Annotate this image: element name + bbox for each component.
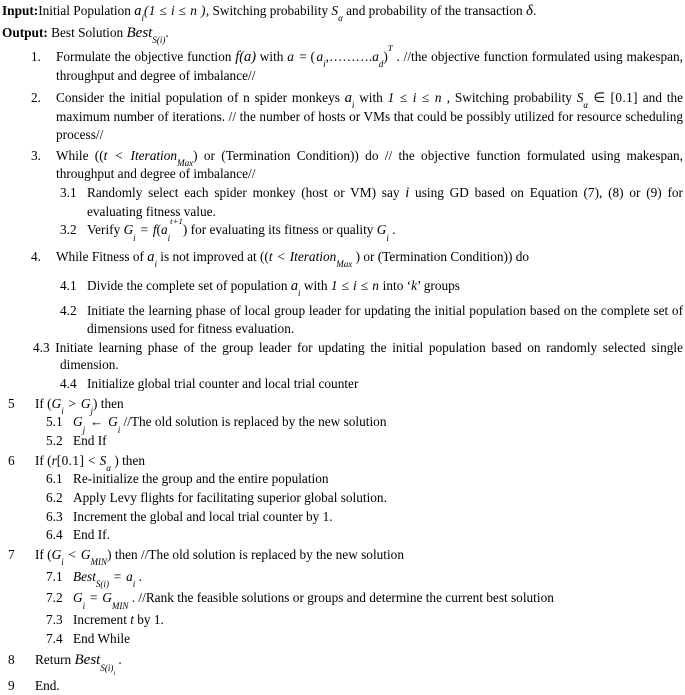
step-5-1-sub-j: j — [82, 424, 86, 435]
step-2-sub-i: i — [351, 99, 355, 110]
step-5 — [0, 395, 685, 416]
step-1-eq-dots: ,………. — [325, 48, 373, 64]
input-text-1: Initial Population — [38, 3, 135, 18]
step-7-2-number: 7.2 — [46, 590, 63, 606]
step-7-2 — [0, 589, 685, 611]
step-1-text-2: with — [255, 48, 288, 64]
step-5-number: 5 — [8, 395, 15, 411]
input-range: (1 ≤ i ≤ n ) — [143, 3, 206, 18]
step-6-2-body: Apply Levy flights for facilitating superior global solution. — [73, 490, 387, 506]
step-3-2-a-sup: t+1 — [170, 216, 183, 227]
step-7-lt: < — [65, 547, 80, 563]
step-6-text-1: If ( — [35, 452, 52, 468]
step-2-text-1: Consider the initial population of n spider monkeys — [56, 89, 345, 105]
step-4-4-body: Initialize global trial counter and local trial counter — [87, 376, 359, 392]
step-3-1-body — [87, 184, 685, 221]
step-1-text-1: Formulate the objective function — [56, 48, 236, 64]
step-7-1-sub-i: i — [132, 578, 136, 589]
step-5-2 — [0, 432, 685, 450]
step-5-body — [35, 395, 685, 416]
step-4-lt: < — [274, 249, 289, 265]
step-4-body — [56, 248, 685, 270]
step-7-number: 7 — [8, 547, 15, 563]
step-4-1-sub-i: i — [298, 288, 301, 299]
step-8-period: . — [115, 652, 122, 668]
step-1-text-3: . //the objective function formulated using makespan, throughput and degree of imbalance// — [56, 48, 684, 84]
output-var-best: Best — [126, 24, 153, 41]
step-7-2-var-G2: G — [102, 590, 112, 606]
step-4-iteration: Iteration — [289, 249, 337, 265]
step-7-2-body — [73, 589, 685, 611]
step-3-var-t: t — [103, 148, 108, 164]
step-7-var-G1: G — [51, 547, 62, 563]
step-6-1 — [0, 470, 685, 488]
step-2 — [0, 89, 685, 144]
step-1-eq-sub-d: d — [378, 59, 384, 70]
step-2-sub-alpha: α — [583, 99, 589, 110]
step-3-iteration-sub: Max — [177, 158, 194, 169]
step-7-4-body: End While — [73, 630, 130, 646]
step-3-2-text-2: for evaluating its fitness or quality — [187, 222, 377, 238]
step-3-1-number: 3.1 — [60, 184, 77, 200]
assignment-arrow-icon: ← — [86, 414, 107, 430]
step-3-iteration: Iteration — [130, 148, 178, 164]
step-8-number: 8 — [8, 652, 15, 668]
step-6-1-number: 6.1 — [46, 471, 63, 487]
step-7-sub-min: MIN — [90, 557, 108, 568]
step-8-text-1: Return — [35, 652, 75, 668]
step-1-func-f: f — [235, 48, 240, 65]
step-6-4-body: End If. — [73, 527, 110, 543]
step-3-2-close: ) — [182, 222, 188, 238]
step-6-3-number: 6.3 — [46, 508, 63, 524]
step-5-1-sub-i: i — [117, 424, 121, 435]
step-6-1-body: Re-initialize the group and the entire population — [73, 471, 329, 487]
output-label: Output: — [2, 24, 48, 40]
step-2-body — [56, 89, 685, 144]
step-4-1-var-k: k — [411, 278, 418, 294]
step-4-1-body — [87, 277, 685, 299]
step-4-4-number: 4.4 — [60, 376, 77, 392]
step-5-2-number: 5.2 — [46, 433, 63, 449]
step-9 — [0, 677, 685, 695]
step-3-1-text-1: Randomly select each spider monkey (host or VM) say — [87, 184, 406, 200]
step-6-4-number: 6.4 — [46, 527, 63, 543]
step-7-1-number: 7.1 — [46, 568, 63, 584]
step-5-text-2: ) then — [93, 395, 124, 411]
step-4-1-var-a: a — [290, 278, 299, 295]
step-5-sub-j: j — [90, 405, 94, 416]
step-2-number: 2. — [31, 89, 41, 105]
step-4-1-text-4: ’ groups — [417, 278, 460, 294]
step-7-4 — [0, 630, 685, 648]
step-3-text-2: ) or (Termination Condition)) do // the objective function formulated using makespan, throughput and degree of imbalance// — [56, 148, 684, 181]
output-line — [0, 24, 685, 44]
step-6-3 — [0, 508, 685, 526]
step-5-1-var-Gj: G — [73, 414, 83, 430]
step-7-1-period: . — [135, 568, 142, 584]
step-7-3-text-2: by 1. — [133, 612, 164, 628]
input-sub-alpha: α — [338, 13, 343, 24]
step-1-body — [56, 42, 685, 85]
step-4-1-text-2: with — [300, 278, 331, 294]
input-var-S: S — [331, 3, 339, 18]
step-3-1 — [0, 184, 685, 221]
step-7-2-comment: . //Rank the feasible solutions or groups and determine the current best solution — [128, 590, 554, 606]
step-4-var-t: t — [268, 249, 273, 265]
step-4-number: 4. — [31, 249, 41, 265]
input-period: . — [532, 3, 537, 18]
step-5-gt: > — [65, 395, 80, 411]
step-5-text-1: If ( — [35, 395, 52, 411]
step-1-func-arg: (a) — [239, 48, 256, 65]
step-4-1-text-1: Divide the complete set of population — [87, 278, 291, 294]
step-5-1-var-Gi: G — [108, 414, 118, 430]
step-5-sub-i: i — [61, 405, 64, 416]
step-3-lt: < — [108, 148, 130, 164]
step-3-1-var-i: i — [405, 184, 410, 201]
step-7-2-sub-i: i — [82, 600, 86, 611]
step-5-1 — [0, 413, 685, 435]
step-7-1-best-sub: S(i) — [95, 578, 109, 589]
output-period: . — [165, 24, 169, 40]
step-7-2-equals: = — [86, 590, 101, 606]
step-6-4 — [0, 526, 685, 544]
step-7-3 — [0, 611, 685, 629]
step-1-eq-sub-i: i — [323, 59, 326, 70]
step-7-3-var-t: t — [130, 612, 134, 628]
step-7-text-2: ) then //The old solution is replaced by the new solution — [107, 547, 404, 563]
step-8-body — [35, 651, 685, 678]
step-1-eq-close: ) — [383, 48, 388, 64]
step-2-text-3: , Switching probability — [441, 89, 577, 105]
step-4-3-text: Initiate learning phase of the group leader for updating the initial population based on randomly selected single dimension. — [55, 339, 684, 373]
step-3-2-var-G2: G — [376, 222, 387, 238]
step-3-body — [56, 147, 685, 182]
step-4-1 — [0, 277, 685, 299]
step-6-var-S: S — [99, 452, 107, 468]
step-4-2 — [0, 302, 685, 337]
step-7-2-var-G1: G — [73, 590, 83, 606]
step-2-text-2: with — [354, 89, 388, 105]
step-5-1-body — [73, 413, 685, 435]
step-6-2 — [0, 489, 685, 507]
step-7-1-best: Best — [73, 568, 96, 584]
step-7-2-sub-min: MIN — [111, 600, 129, 611]
step-4-text-3: ) or (Termination Condition)) do — [352, 249, 530, 265]
step-3-2-open: ( — [156, 222, 161, 238]
input-label: Input: — [2, 3, 39, 18]
step-7-1-var-a: a — [126, 568, 133, 584]
step-3-2-text-3: . — [388, 222, 396, 238]
step-2-var-a: a — [344, 89, 352, 106]
step-4-sub-i: i — [154, 259, 157, 270]
step-7-var-G2: G — [80, 547, 91, 563]
step-3 — [0, 147, 685, 182]
step-6-sub-alpha: α — [106, 462, 112, 473]
step-8-best-sub-label: S(i) — [100, 662, 114, 673]
step-4-3-number-inline: 4.3 — [33, 339, 50, 355]
step-3-2-text-1: Verify — [87, 222, 124, 238]
input-sub-i: i — [141, 13, 144, 24]
step-3-text-1: While (( — [56, 148, 104, 164]
input-line — [0, 2, 685, 22]
step-7-3-text-1: Increment — [73, 612, 131, 628]
step-2-var-S: S — [576, 89, 584, 105]
input-text-2: , Switching probability — [205, 3, 332, 18]
step-5-1-number: 5.1 — [46, 414, 63, 430]
step-3-2-body — [87, 216, 685, 243]
step-4 — [0, 248, 685, 270]
step-7-1-body — [73, 568, 685, 589]
step-5-1-comment: //The old solution is replaced by the new solution — [120, 414, 387, 430]
step-3-1-text-2: using GD based on Equation (7), (8) or (9) for evaluating fitness value. — [87, 184, 683, 219]
step-1-number: 1. — [31, 48, 41, 64]
step-8 — [0, 651, 685, 678]
step-6-2-number: 6.2 — [46, 490, 63, 506]
input-var-a: a — [134, 3, 142, 19]
step-7-text-1: If ( — [35, 547, 52, 563]
step-4-3 — [0, 339, 685, 374]
step-5-2-body: End If — [73, 433, 107, 449]
step-6-body — [35, 452, 685, 473]
input-text-3: and probability of the transaction — [342, 3, 526, 18]
step-4-2-body: Initiate the learning phase of local group leader for updating the initial population based on the complete set of dimensions used for fitness evaluation. — [87, 303, 683, 337]
step-4-text-1: While Fitness of — [56, 249, 148, 265]
step-6-text-3: ) then — [111, 452, 146, 468]
step-5-var-G1: G — [51, 395, 62, 411]
input-var-delta: δ — [525, 3, 533, 19]
step-7-body — [35, 546, 685, 568]
step-2-text-5: and the maximum number of iterations. // the number of hosts or VMs that could be possibly utilized for resource scheduling process// — [56, 89, 684, 142]
step-4-1-number: 4.1 — [60, 278, 77, 294]
step-4-iteration-sub: Max — [336, 259, 353, 270]
step-1-eq-ai: a — [316, 48, 324, 64]
step-1-eq-ad: a — [372, 48, 379, 64]
step-8-best: Best — [74, 652, 101, 669]
step-7-1 — [0, 568, 685, 589]
step-3-2-sub-i: i — [133, 232, 136, 243]
step-7-3-body — [73, 611, 685, 629]
step-8-best-sub — [100, 662, 116, 678]
step-4-4 — [0, 375, 685, 393]
step-9-body: End. — [35, 678, 60, 694]
step-7-3-number: 7.3 — [46, 612, 63, 628]
step-5-var-G2: G — [80, 395, 91, 411]
step-8-best-sub-sub: i — [113, 671, 116, 678]
step-6-var-r: r — [51, 452, 57, 468]
step-7 — [0, 546, 685, 568]
step-1 — [0, 42, 685, 85]
step-7-1-equals: = — [110, 568, 125, 584]
step-9-number: 9 — [8, 678, 15, 694]
step-6-text-2: [0.1] < — [56, 452, 100, 468]
step-3-2-a-sub: i — [167, 232, 171, 243]
step-6 — [0, 452, 685, 473]
step-6-3-body: Increment the global and local trial counter by 1. — [73, 508, 333, 524]
step-6-number: 6 — [8, 452, 15, 468]
step-1-eq-sign: = ( — [295, 48, 315, 64]
step-2-interval: ∈ [0.1] — [588, 89, 638, 105]
step-3-2-func-f: f — [152, 222, 157, 238]
step-3-2-sub-i2: i — [386, 232, 389, 243]
step-7-sub-i: i — [61, 557, 64, 568]
output-sub: S(i) — [152, 35, 166, 46]
step-3-2-var-a: a — [160, 222, 168, 238]
step-3-number: 3. — [31, 148, 41, 164]
step-1-eq-a: a — [287, 48, 294, 64]
step-3-2 — [0, 216, 685, 243]
step-3-2-number: 3.2 — [60, 222, 77, 238]
step-7-4-number: 7.4 — [46, 630, 63, 646]
step-4-var-a: a — [147, 249, 155, 266]
step-2-range: 1 ≤ i ≤ n — [387, 89, 442, 105]
step-4-text-2: is not improved at (( — [156, 249, 269, 265]
output-text: Best Solution — [47, 24, 127, 40]
step-4-3-body — [33, 339, 685, 374]
step-4-1-range: 1 ≤ i ≤ n — [330, 278, 380, 294]
step-4-1-text-3: into ‘ — [379, 278, 412, 294]
step-1-eq-sup-T: T — [387, 42, 393, 53]
step-3-2-equals: = — [137, 222, 152, 238]
step-3-2-var-G: G — [123, 222, 134, 238]
step-4-2-number: 4.2 — [60, 303, 77, 319]
